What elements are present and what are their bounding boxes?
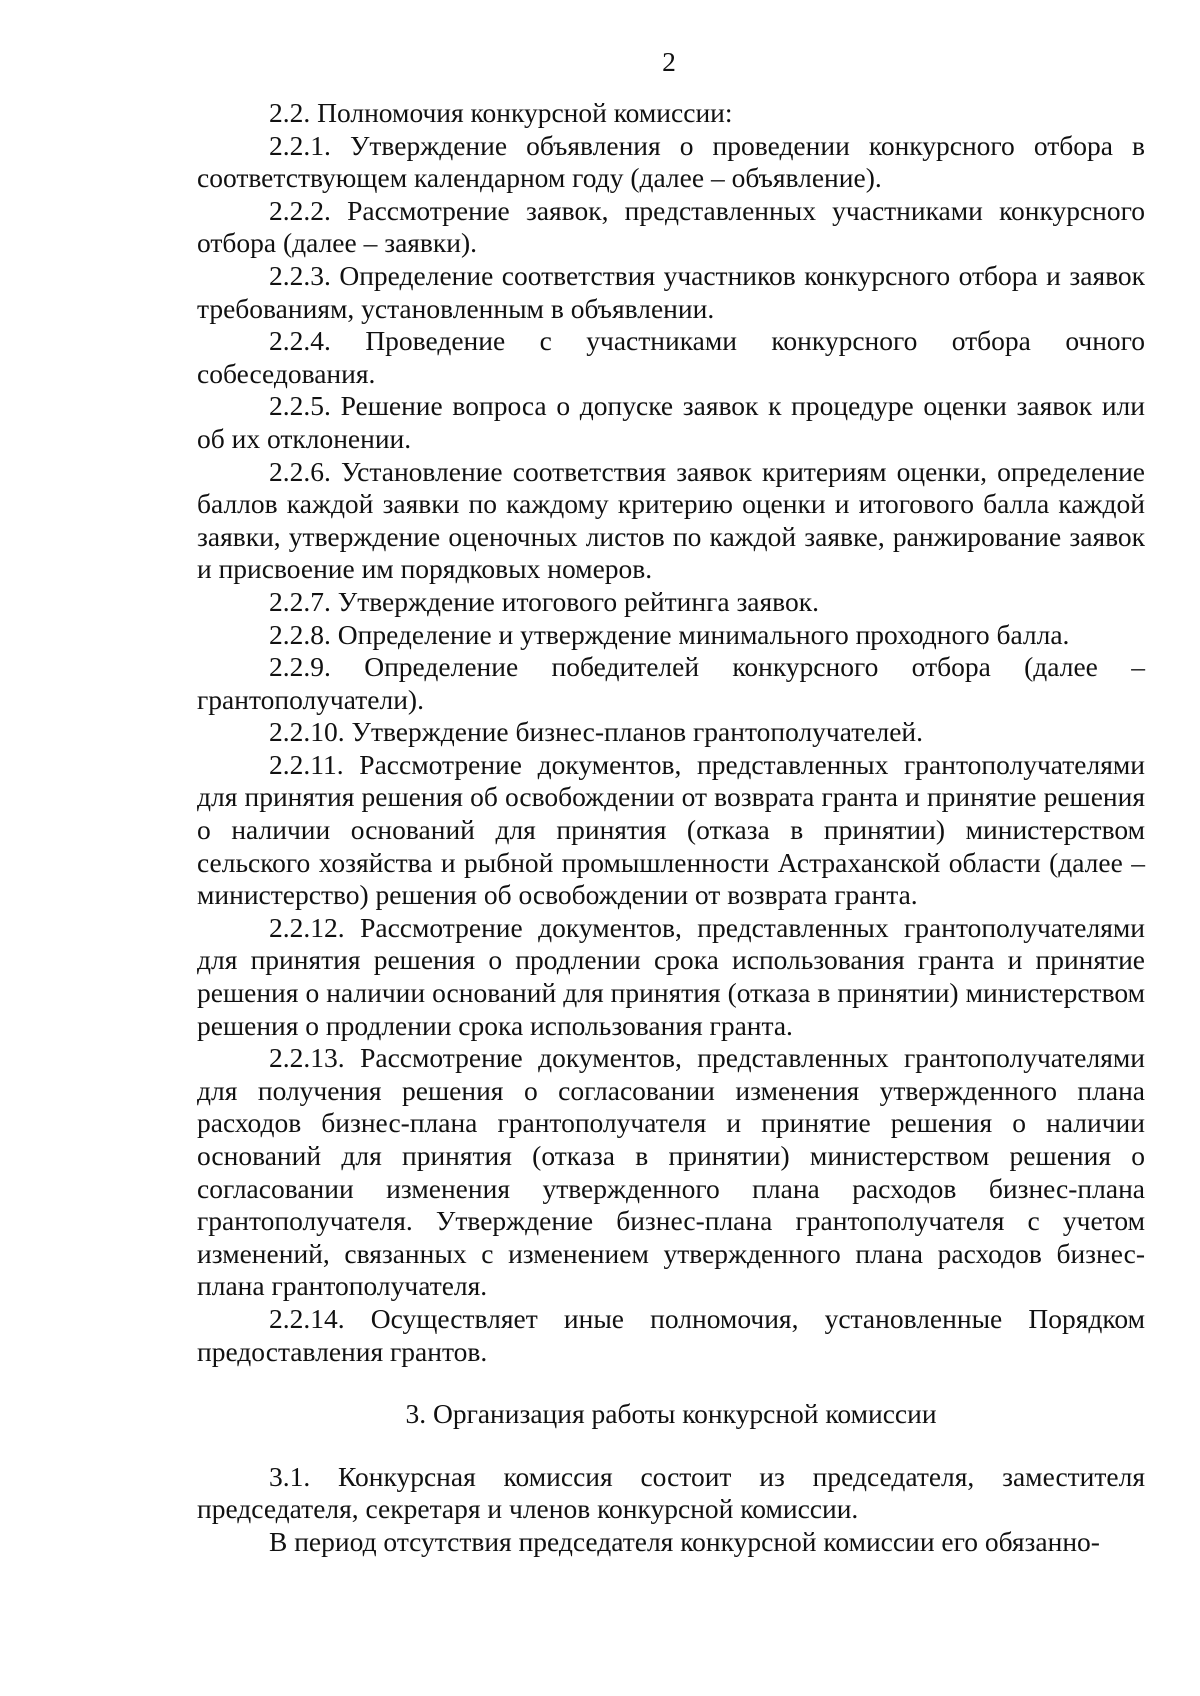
paragraph-3-1-continued: В период отсутствия председателя конкурсной комиссии его обязанно- xyxy=(269,1525,1100,1557)
paragraph-2-2: 2.2. Полномочия конкурсной комиссии: xyxy=(269,97,733,128)
paragraph-2-2-11: 2.2.11. Рассмотрение документов, представленных грантополучателями для принятия решения об освобождении от возврата гранта и принятие решения о наличии оснований для принятия (отказа в принятии) министерством сельского хозяйства и рыбной промышленности Астраханской области (далее – министерство) решения об освобождении от возврата гранта. xyxy=(197,748,1145,911)
document-body xyxy=(197,97,1145,1559)
paragraph-2-2-7: 2.2.7. Утверждение итогового рейтинга заявок. xyxy=(269,585,819,617)
paragraph-2-2-6: 2.2.6. Установление соответствия заявок критериям оценки, определение баллов каждой заявки по каждому критерию оценки и итогового балла каждой заявки, утверждение оценочных листов по каждой заявке, ранжирование заявок и присвоение им порядковых номеров. xyxy=(197,455,1145,585)
paragraph-2-2-13: 2.2.13. Рассмотрение документов, представленных грантополучателями для получения решения о согласовании изменения утвержденного плана расходов бизнес-плана грантополучателя и принятие решения о наличии оснований для принятия (отказа в принятии) министерством решения о согласовании изменения утвержденного плана расходов бизнес-плана грантополучателя. Утверждение бизнес-плана грантополучателя с учетом изменений, связанных с изменением утвержденного плана расходов бизнес-плана грантополучателя. xyxy=(197,1042,1145,1302)
paragraph-2-2-10: 2.2.10. Утверждение бизнес-планов грантополучателей. xyxy=(269,716,923,748)
paragraph-2-2-1: 2.2.1. Утверждение объявления о проведении конкурсного отбора в соответствующем календарном году (далее – объявление). xyxy=(197,129,1145,194)
paragraph-2-2-4: 2.2.4. Проведение с участниками конкурсного отбора очного собеседования. xyxy=(197,325,1145,389)
page-number: 2 xyxy=(662,46,676,77)
paragraph-2-2-8: 2.2.8. Определение и утверждение минимального проходного балла. xyxy=(269,618,1070,650)
section-heading: 3. Организация работы конкурсной комиссии xyxy=(405,1398,937,1430)
paragraph-2-2-5: 2.2.5. Решение вопроса о допуске заявок к процедуре оценки заявок или об их отклонении. xyxy=(197,390,1145,454)
paragraph-2-2-3: 2.2.3. Определение соответствия участников конкурсного отбора и заявок требованиям, установленным в объявлении. xyxy=(197,259,1145,324)
paragraph-2-2-2: 2.2.2. Рассмотрение заявок, представленных участниками конкурсного отбора (далее – заявки). xyxy=(197,194,1145,259)
paragraph-2-2-14: 2.2.14. Осуществляет иные полномочия, установленные Порядком предоставления грантов. xyxy=(197,1302,1145,1367)
paragraph-2-2-9: 2.2.9. Определение победителей конкурсного отбора (далее – грантополучатели). xyxy=(197,651,1145,715)
paragraph-3-1: 3.1. Конкурсная комиссия состоит из председателя, заместителя председателя, секретаря и членов конкурсной комиссии. xyxy=(197,1460,1145,1525)
paragraph-2-2-12: 2.2.12. Рассмотрение документов, представленных грантополучателями для принятия решения о продлении срока использования гранта и принятие решения о наличии оснований для принятия (отказа в принятии) министерством решения о продлении срока использования гранта. xyxy=(197,911,1145,1041)
